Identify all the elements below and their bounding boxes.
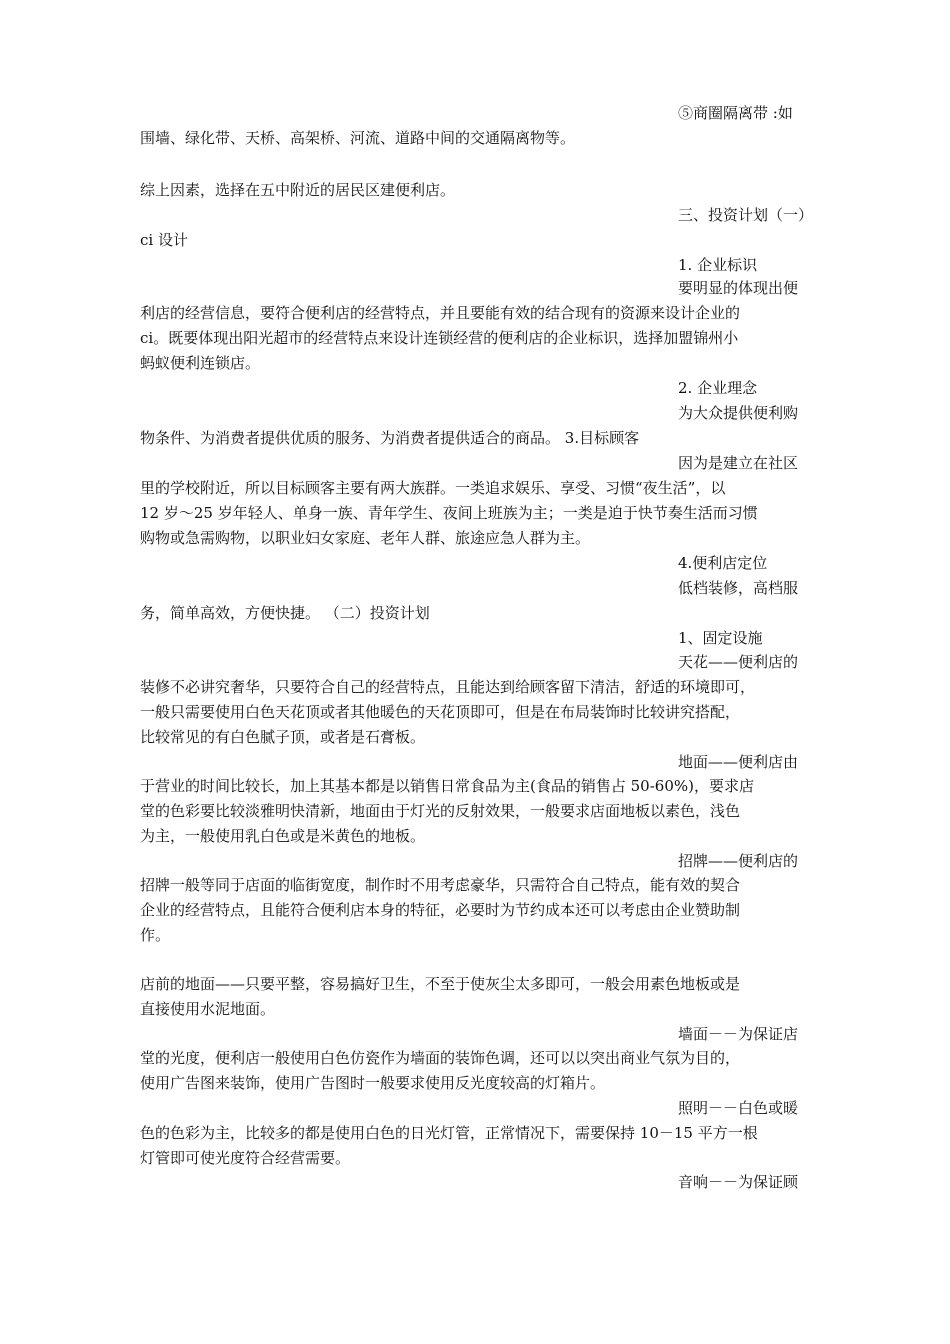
subsection-heading: 2. 企业理念 <box>678 379 758 397</box>
section-heading: 三、投资计划（一） <box>678 206 814 224</box>
text-line: 使用广告图来装饰，使用广告图时一般要求使用反光度较高的灯箱片。 <box>140 1074 606 1092</box>
text-line: 围墙、绿化带、天桥、高架桥、河流、道路中间的交通隔离物等。 <box>140 129 576 147</box>
text-line: 比较常见的有白色腻子顶，或者是石膏板。 <box>140 728 426 746</box>
text-line: 里的学校附近，所以目标顾客主要有两大族群。一类追求娱乐、享受、习惯“夜生活”，以 <box>140 479 726 497</box>
text-line: 堂的色彩要比较淡雅明快清新，地面由于灯光的反射效果，一般要求店面地板以素色，浅色 <box>140 802 741 820</box>
text-line: 为主，一般使用乳白色或是米黄色的地板。 <box>140 827 426 845</box>
text-line: ⑤商圈隔离带 :如 <box>678 104 793 122</box>
subsection-heading: 1. 企业标识 <box>678 256 758 274</box>
text-line: 企业的经营特点，且能符合便利店本身的特征，必要时为节约成本还可以考虑由企业赞助制 <box>140 901 741 919</box>
text-line: 灯管即可使光度符合经营需要。 <box>140 1149 351 1167</box>
text-line: 色的色彩为主，比较多的都是使用白色的日光灯管，正常情况下，需要保持 10－15 平方一根 <box>140 1124 758 1142</box>
text-line: 照明－－白色或暖 <box>678 1099 799 1117</box>
text-line: 一般只需要使用白色天花顶或者其他暖色的天花顶即可，但是在布局装饰时比较讲究搭配， <box>140 703 741 721</box>
text-line: 利店的经营信息，要符合便利店的经营特点，并且要能有效的结合现有的资源来设计企业的 <box>140 304 741 322</box>
text-line: 低档装修，高档服 <box>678 579 799 597</box>
text-line: 12 岁～25 岁年轻人、单身一族、青年学生、夜间上班族为主；一类是迫于快节奏生活而习惯 <box>140 504 758 522</box>
text-line: 购物或急需购物，以职业妇女家庭、老年人群、旅途应急人群为主。 <box>140 529 591 547</box>
text-line: 物条件、为消费者提供优质的服务、为消费者提供适合的商品。 3.目标顾客 <box>140 429 640 447</box>
text-line: 堂的光度，便利店一般使用白色仿瓷作为墙面的装饰色调，还可以以突出商业气氛为目的， <box>140 1049 741 1067</box>
text-line: ci。既要体现出阳光超市的经营特点来设计连锁经营的便利店的企业标识，选择加盟锦州小 <box>140 329 739 347</box>
text-line: 于营业的时间比较长，加上其基本都是以销售日常食品为主(食品的销售占 50-60%)，要求店 <box>140 777 754 795</box>
text-line: 为大众提供便利购 <box>678 404 799 422</box>
text-line: 装修不必讲究奢华，只要符合自己的经营特点，且能达到给顾客留下清洁，舒适的环境即可， <box>140 678 756 696</box>
text-line: 要明显的体现出便 <box>678 279 799 297</box>
text-line: ci 设计 <box>140 231 188 249</box>
subsection-heading: 1、固定设施 <box>678 629 763 647</box>
text-line: 店前的地面——只要平整，容易搞好卫生，不至于使灰尘太多即可，一般会用素色地板或是 <box>140 975 741 993</box>
text-line: 招牌——便利店的 <box>678 852 799 870</box>
text-line: 直接使用水泥地面。 <box>140 1000 276 1018</box>
text-line: 因为是建立在社区 <box>678 454 799 472</box>
text-line: 地面——便利店由 <box>678 753 799 771</box>
text-line: 蚂蚁便利连锁店。 <box>140 354 261 372</box>
text-line: 招牌一般等同于店面的临街宽度，制作时不用考虑豪华，只需符合自己特点，能有效的契合 <box>140 876 741 894</box>
text-line: 作。 <box>140 926 171 944</box>
text-line: 天花——便利店的 <box>678 653 799 671</box>
text-line: 综上因素，选择在五中附近的居民区建便利店。 <box>140 181 456 199</box>
text-line: 音响－－为保证顾 <box>678 1173 799 1191</box>
subsection-heading: 4.便利店定位 <box>678 554 768 572</box>
text-line: 墙面－－为保证店 <box>678 1025 799 1043</box>
text-line: 务，简单高效，方便快捷。 （二）投资计划 <box>140 604 430 622</box>
